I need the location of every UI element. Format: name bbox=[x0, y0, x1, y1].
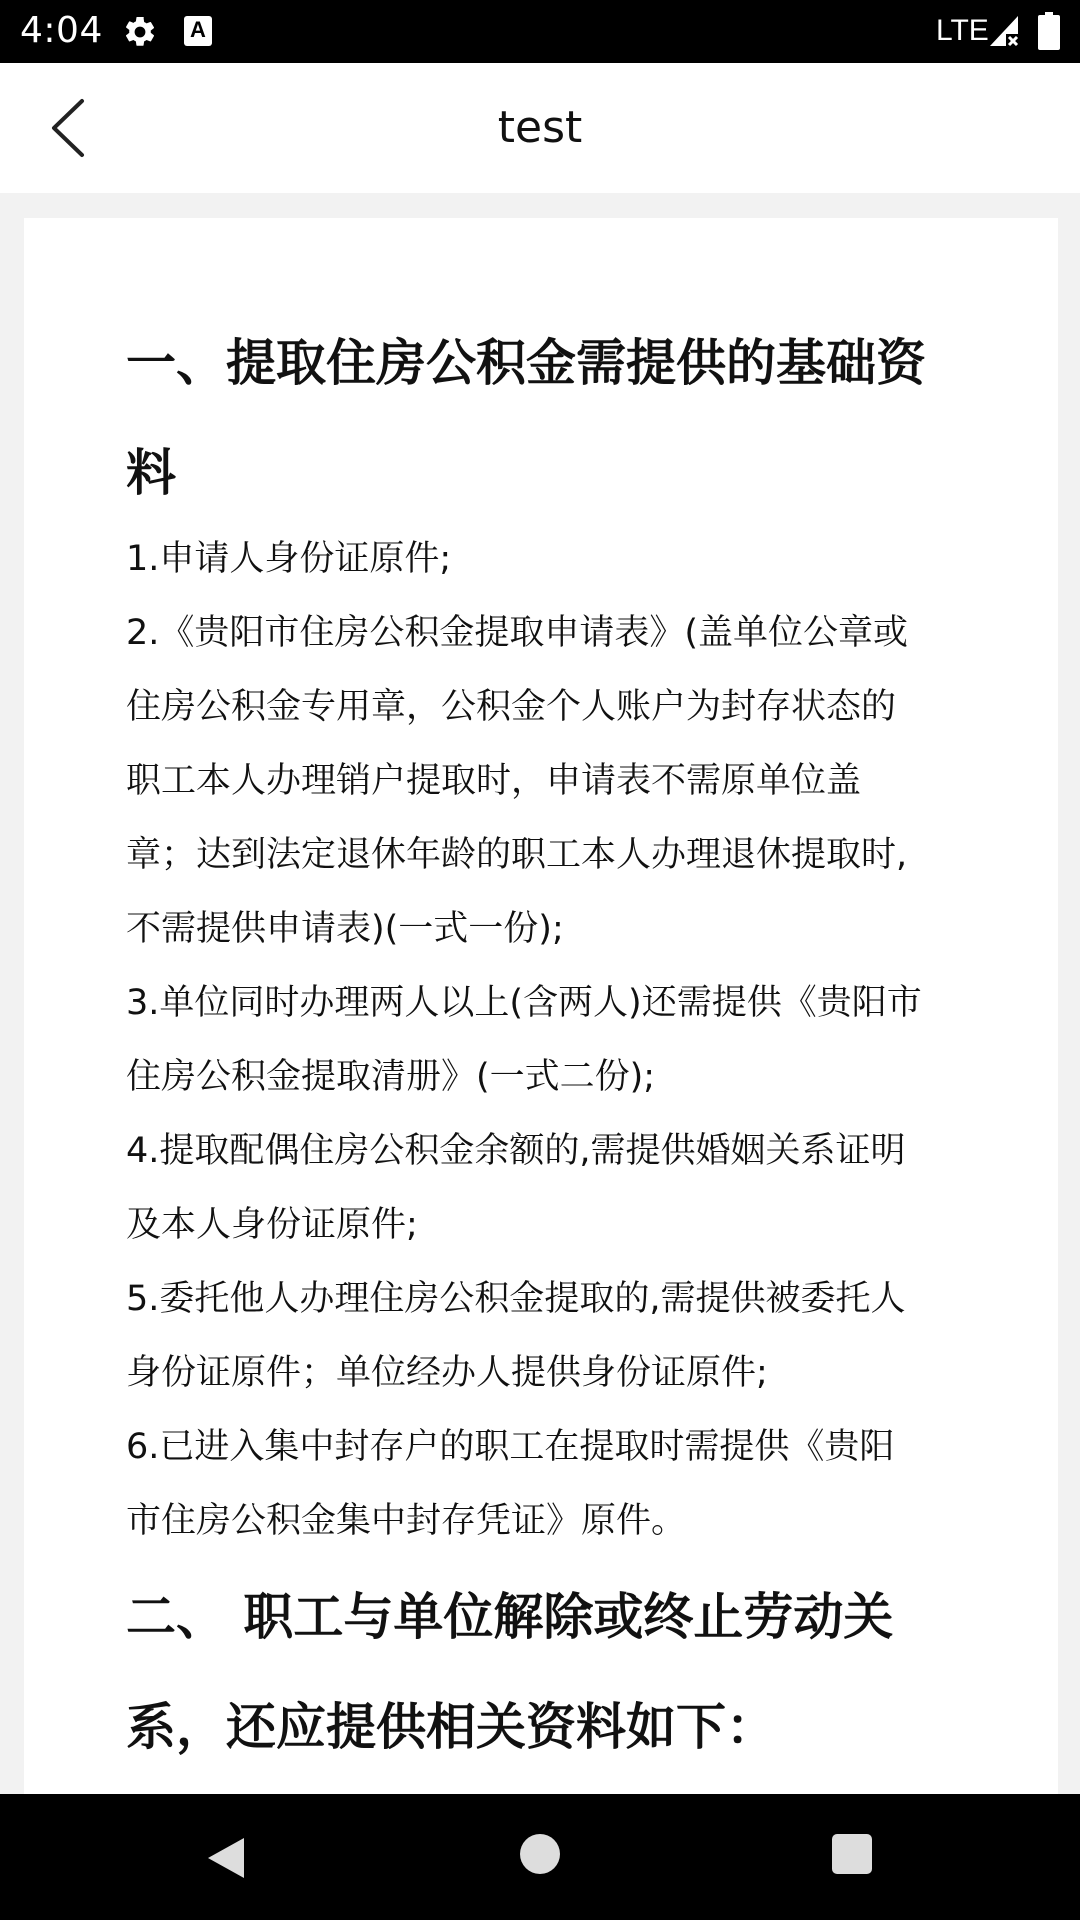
section-heading-2: 二、 职工与单位解除或终止劳动关系，还应提供相关资料如下： bbox=[126, 1588, 894, 1756]
battery-icon bbox=[1038, 12, 1060, 50]
chevron-left-icon bbox=[54, 101, 82, 155]
status-bar bbox=[0, 0, 1080, 63]
status-time: 4:04 bbox=[20, 10, 103, 51]
page-title: test bbox=[497, 102, 583, 153]
home-circle-icon[interactable] bbox=[520, 1834, 560, 1874]
notification-a-icon: A bbox=[184, 16, 212, 46]
back-button[interactable] bbox=[40, 93, 100, 163]
recents-square-icon[interactable] bbox=[832, 1834, 872, 1874]
back-triangle-icon[interactable] bbox=[204, 1834, 248, 1882]
article-body bbox=[126, 334, 926, 1782]
gear-icon bbox=[122, 14, 158, 50]
section-heading-1: 一、提取住房公积金需提供的基础资料 bbox=[126, 334, 926, 502]
list-item: 6.已进入集中封存户的职工在提取时需提供《贵阳市住房公积金集中封存凭证》原件。 bbox=[126, 1427, 895, 1541]
content-card[interactable] bbox=[24, 218, 1058, 1798]
system-nav-bar bbox=[0, 1794, 1080, 1920]
list-item: 2.《贵阳市住房公积金提取申请表》(盖单位公章或住房公积金专用章，公积金个人账户为封存状态的职工本人办理销户提取时，申请表不需原单位盖章；达到法定退休年龄的职工本人办理退休提取时, 不需提供申请表)(一式一份); bbox=[126, 613, 909, 949]
list-item: 4.提取配偶住房公积金余额的,需提供婚姻关系证明及本人身份证原件; bbox=[126, 1131, 906, 1245]
list-item: 5.委托他人办理住房公积金提取的,需提供被委托人身份证原件；单位经办人提供身份证原件; bbox=[126, 1279, 906, 1393]
signal-no-data-icon bbox=[988, 14, 1020, 48]
list-item: 1.申请人身份证原件; bbox=[126, 539, 452, 579]
list-item: 3.单位同时办理两人以上(含两人)还需提供《贵阳市住房公积金提取清册》(一式二份); bbox=[126, 983, 922, 1097]
network-type: LTE bbox=[936, 14, 989, 47]
app-bar bbox=[0, 63, 1080, 193]
